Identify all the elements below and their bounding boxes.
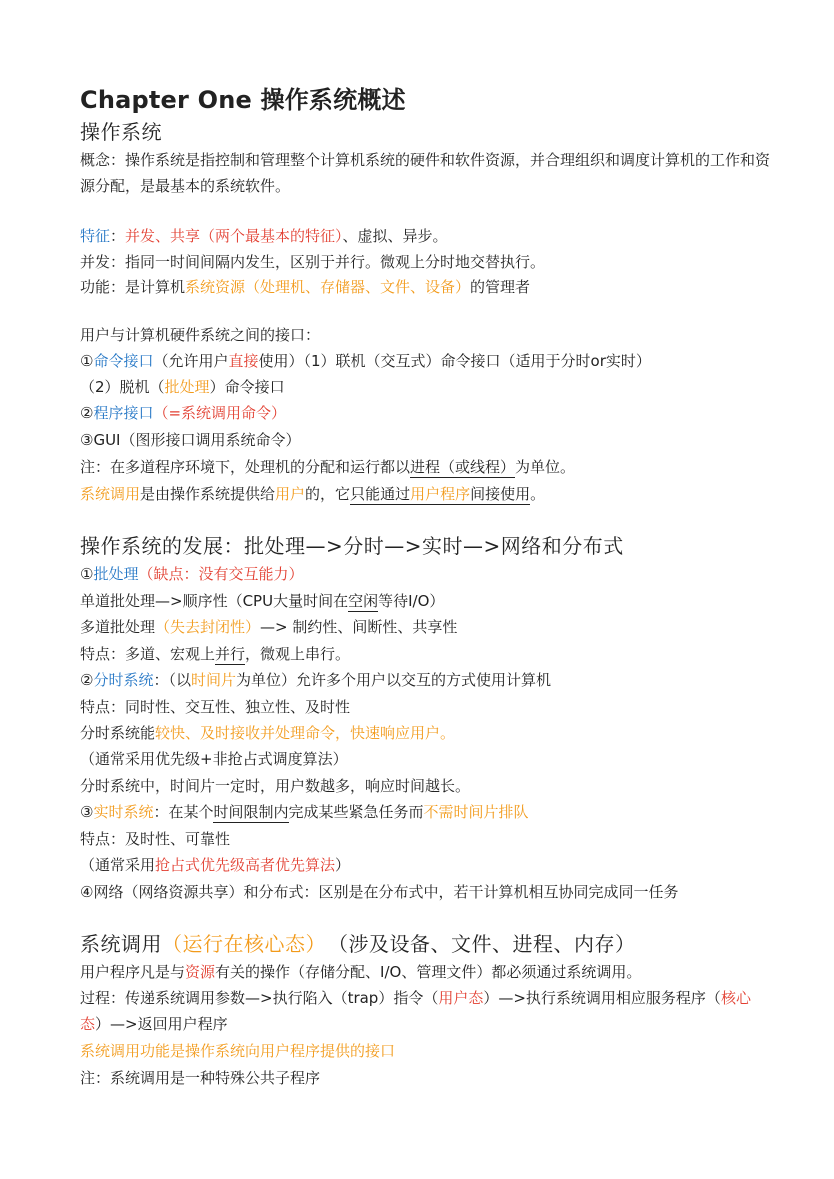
features-rest: 、虚拟、异步。 [342, 227, 448, 245]
batch-label: 批处理 [93, 565, 139, 583]
section-heading-development: 操作系统的发展：批处理—>分时—>实时—>网络和分布式 [80, 534, 624, 558]
ts-note-line: 分时系统中，时间片一定时，用户数越多，响应时间越长。 [80, 777, 471, 795]
function-post: 的管理者 [470, 278, 531, 296]
function-pre: 功能：是计算机 [80, 278, 186, 296]
syscall-heading-b: （涉及设备、文件、进程、内存） [338, 932, 636, 956]
rule-a: 用户程序凡是与 [80, 963, 186, 981]
single-a: 单道批处理—>顺序性（CPU大量时间在 [80, 592, 349, 610]
batch-drawback: （缺点：没有交互能力） [138, 565, 304, 583]
features-core: 并发、共享（两个最基本的特征） [125, 227, 343, 245]
syscall-t1: 是由操作系统提供给 [140, 485, 276, 503]
rt-algo-b: ） [335, 856, 351, 874]
ts-a: ：（以 [153, 671, 191, 689]
process-a: 过程：传递系统调用参数—>执行陷入（trap）指令（ [80, 989, 439, 1007]
rt-algorithm-line [80, 854, 770, 876]
realtime-line [80, 801, 770, 823]
multi-closure: （失去封闭性） [155, 618, 261, 636]
syscall-t2: 的，它 [305, 485, 351, 503]
section-heading-syscall [80, 930, 770, 958]
syscall-user-program: 用户程序 [410, 485, 471, 503]
offline-a: （2）脱机（ [80, 378, 165, 396]
concurrency-line: 并发：指同一时间间隔内发生，区别于并行。微观上分时地交替执行。 [80, 253, 546, 271]
syscall-user: 用户 [275, 485, 306, 503]
process-user-mode: 用户态 [438, 989, 484, 1007]
function-resources: 系统资源（处理机、存储器、文件、设备） [185, 278, 471, 296]
multi-feat-b: ，微观上串行。 [245, 645, 351, 663]
rule-resource: 资源 [185, 963, 216, 981]
batch-num: ① [80, 565, 94, 583]
syscall-only: 只能通过 [350, 485, 411, 503]
multi-feat-parallel: 并行 [215, 645, 246, 663]
features-colon: ： [110, 227, 126, 245]
syscall-line [80, 483, 770, 505]
cmd-text-a: （允许用户 [153, 352, 229, 370]
single-idle: 空闲 [348, 592, 379, 610]
syscall-heading-kernel: （运行在核心态） [162, 932, 326, 956]
rt-num: ③ [80, 803, 94, 821]
batch-line [80, 563, 770, 585]
features-line [80, 225, 770, 247]
ts-b: 为单位）允许多个用户以交互的方式使用计算机 [236, 671, 552, 689]
ts-timeslice: 时间片 [190, 671, 236, 689]
rt-algo-a: （通常采用 [80, 856, 156, 874]
multi-b: —> 制约性、间断性、共享性 [260, 618, 458, 636]
ts-response-line [80, 722, 770, 744]
cmd-num: ① [80, 352, 94, 370]
function-line [80, 276, 770, 298]
syscall-note-line: 注：系统调用是一种特殊公共子程序 [80, 1069, 321, 1087]
interface-intro: 用户与计算机硬件系统之间的接口： [80, 326, 321, 344]
rt-features-line: 特点：及时性、可靠性 [80, 830, 231, 848]
offline-b: ）命令接口 [209, 378, 285, 396]
page-title: Chapter One 操作系统概述 [80, 86, 406, 114]
ts-label: 分时系统 [93, 671, 154, 689]
features-label: 特征 [80, 227, 111, 245]
gui-line: ③GUI（图形接口调用系统命令） [80, 431, 301, 449]
single-b: 等待I/O） [378, 592, 445, 610]
note-b: 为单位。 [515, 458, 576, 476]
ts-num: ② [80, 671, 94, 689]
cmd-text-b: 使用）（1）联机（交互式）命令接口（适用于分时or实时） [258, 352, 651, 370]
note-process-line [80, 456, 770, 478]
timesharing-line [80, 669, 770, 691]
cmd-direct: 直接 [228, 352, 259, 370]
rule-b: 有关的操作（存储分配、I/O、管理文件）都必须通过系统调用。 [215, 963, 642, 981]
ts-algorithm-line: （通常采用优先级+非抢占式调度算法） [80, 750, 348, 768]
multi-feat-a: 特点：多道、宏观上 [80, 645, 216, 663]
syscall-function-line: 系统调用功能是操作系统向用户程序提供的接口 [80, 1042, 396, 1060]
process-c: ）—>返回用户程序 [95, 1015, 228, 1033]
rt-noqueue: 不需时间片排队 [423, 803, 529, 821]
syscall-heading-a: 系统调用 [80, 932, 162, 956]
cmd-label: 命令接口 [93, 352, 154, 370]
rt-label: 实时系统 [93, 803, 154, 821]
ts-features-line: 特点：同时性、交互性、独立性、及时性 [80, 698, 351, 716]
syscall-indirect: 间接使用 [470, 485, 531, 503]
prog-label: 程序接口 [93, 404, 154, 422]
multi-batch-line [80, 616, 770, 638]
ts-resp-fast: 较快、及时接收并处理命令，快速响应用户。 [155, 724, 456, 742]
process-b: ）—>执行系统调用相应服务程序（ [483, 989, 721, 1007]
section-heading-os: 操作系统 [80, 120, 162, 144]
offline-line [80, 376, 770, 398]
offline-batch: 批处理 [164, 378, 210, 396]
syscall-process-paragraph [80, 985, 770, 1037]
rt-b: 完成某些紧急任务而 [288, 803, 424, 821]
note-a: 注：在多道程序环境下，处理机的分配和运行都以 [80, 458, 411, 476]
syscall-term: 系统调用 [80, 485, 141, 503]
rt-algo-preemptive: 抢占式优先级高者优先算法 [155, 856, 336, 874]
rt-timelimit: 时间限制内 [213, 803, 289, 821]
concept-paragraph: 概念：操作系统是指控制和管理整个计算机系统的硬件和软件资源，并合理组织和调度计算机的工作和资源分配，是最基本的系统软件。 [80, 151, 771, 195]
program-interface-line [80, 402, 770, 424]
note-process: 进程（或线程） [410, 458, 516, 476]
syscall-t3: 。 [530, 485, 546, 503]
single-batch-line [80, 590, 770, 612]
ts-resp-a: 分时系统能 [80, 724, 156, 742]
process-kernel-mode: 核心态 [80, 989, 751, 1033]
prog-syscall: （=系统调用命令） [153, 404, 287, 422]
multi-a: 多道批处理 [80, 618, 156, 636]
command-interface-line [80, 350, 770, 372]
syscall-rule-line [80, 961, 770, 983]
network-line: ④网络（网络资源共享）和分布式：区别是在分布式中，若干计算机相互协同完成同一任务 [80, 883, 679, 901]
prog-num: ② [80, 404, 94, 422]
multi-features-line [80, 643, 770, 665]
rt-a: ：在某个 [153, 803, 214, 821]
